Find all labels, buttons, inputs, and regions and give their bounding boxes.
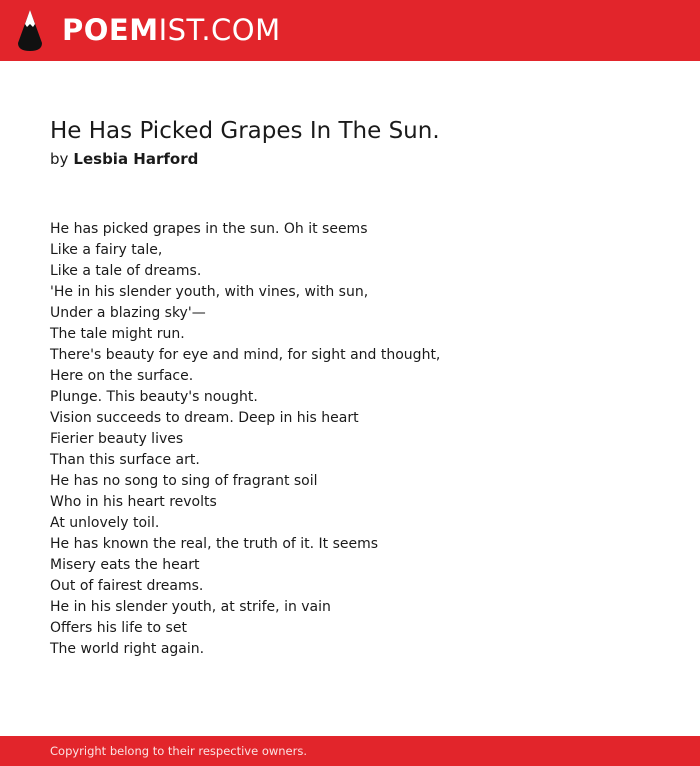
poem-line: Like a tale of dreams.	[50, 263, 202, 279]
poem-line: Like a fairy tale,	[50, 242, 163, 258]
site-header	[0, 0, 700, 61]
author-link[interactable]: Lesbia Harford	[73, 150, 199, 168]
poem-line: Out of fairest dreams.	[50, 578, 204, 594]
pencil-tip-icon	[18, 10, 42, 51]
site-name	[62, 10, 281, 51]
poem-line: Under a blazing sky'—	[50, 305, 206, 321]
poem-body	[50, 219, 440, 660]
poem-line: At unlovely toil.	[50, 515, 160, 531]
poem-line: The tale might run.	[50, 326, 185, 342]
byline	[50, 149, 198, 169]
poem-line: 'He in his slender youth, with vines, with sun,	[50, 284, 369, 300]
poem-line: Than this surface art.	[50, 452, 200, 468]
poem-line: Fierier beauty lives	[50, 431, 184, 447]
site-logo[interactable]	[18, 10, 281, 51]
poem-title: He Has Picked Grapes In The Sun.	[50, 118, 440, 144]
by-label: by	[50, 150, 69, 168]
poem-line: He has no song to sing of fragrant soil	[50, 473, 318, 489]
poem-line: The world right again.	[50, 641, 205, 657]
poem-line: Plunge. This beauty's nought.	[50, 389, 258, 405]
poem-line: He has picked grapes in the sun. Oh it seems	[50, 221, 368, 237]
poem-line: Vision succeeds to dream. Deep in his heart	[50, 410, 359, 426]
poem-line: He in his slender youth, at strife, in vain	[50, 599, 331, 615]
copyright-notice: Copyright belong to their respective owners.	[50, 744, 308, 758]
site-footer	[0, 736, 700, 766]
poem-line: Misery eats the heart	[50, 557, 200, 573]
site-name-light: IST.COM	[158, 13, 281, 47]
poem-line: He has known the real, the truth of it. It seems	[50, 536, 379, 552]
poem-line: There's beauty for eye and mind, for sight and thought,	[50, 347, 441, 363]
site-name-strong: POEM	[62, 13, 159, 47]
poem-line: Here on the surface.	[50, 368, 194, 384]
poem-line: Offers his life to set	[50, 620, 187, 636]
poem-line: Who in his heart revolts	[50, 494, 217, 510]
